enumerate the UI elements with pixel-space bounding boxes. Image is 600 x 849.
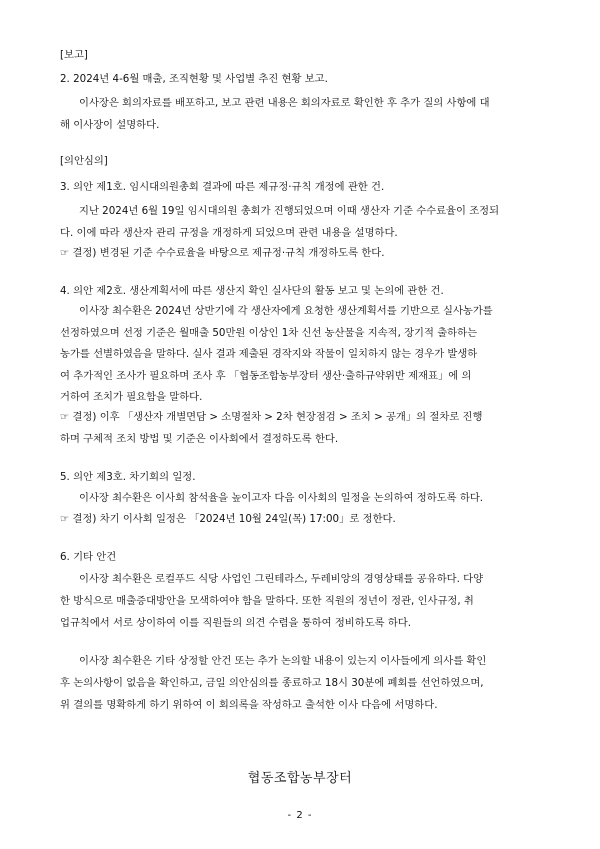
- closing-line-2: 후 논의사항이 없음을 확인하고, 금일 의안심의를 종료하고 18시 30분에 폐회를 선언하였으며,: [60, 677, 484, 689]
- item5-decision: ☞ 결정) 차기 이사회 일정은 「2024년 10월 24일(목) 17:00」로 정한다.: [60, 513, 396, 525]
- item6-body-line-1: 이사장 최수환은 로컬푸드 식당 사업인 그린테라스, 두레비앙의 경영상태를 공유하다. 다양: [79, 573, 484, 585]
- item3-title: 3. 의안 제1호. 임시대의원총회 결과에 따른 제규정·규칙 개정에 관한 건.: [60, 181, 385, 193]
- item5-title: 5. 의안 제3호. 차기회의 일정.: [60, 471, 196, 483]
- item4-body-line-2: 선정하였으며 선정 기준은 월매출 50만원 이상인 1차 신선 농산물을 지속적, 장기적 출하하는: [60, 327, 478, 339]
- item4-decision-line-1: ☞ 결정) 이후 「생산자 개별면담 > 소명절차 > 2차 현장점검 > 조치 > 공개」의 절차로 진행: [60, 411, 483, 423]
- item3-body-line-1: 지난 2024년 6월 19일 임시대의원 총회가 진행되었으며 이때 생산자 기준 수수료율이 조정되: [79, 205, 500, 217]
- item4-body-line-3: 농가를 선별하였음을 말하다. 실사 결과 제출된 경작지와 작물이 일치하지 않는 경우가 발생하: [60, 348, 478, 360]
- page-number: - 2 -: [287, 810, 313, 821]
- item4-body-line-4: 여 추가적인 조사가 필요하며 조사 후 「협동조합농부장터 생산·출하규약위반 제재표」에 의: [60, 370, 472, 382]
- item3-decision: ☞ 결정) 변경된 기준 수수료율을 바탕으로 제규정·규칙 개정하도록 한다.: [60, 247, 385, 259]
- item4-decision-line-2: 하며 구체적 조치 방법 및 기준은 이사회에서 결정하도록 한다.: [60, 433, 339, 445]
- item5-body-line-1: 이사장 최수환은 이사회 참석율을 높이고자 다음 이사회의 일정을 논의하여 정하도록 하다.: [79, 492, 484, 504]
- closing-line-3: 위 결의를 명확하게 하기 위하여 이 회의록을 작성하고 출석한 이사 다음에 서명하다.: [60, 699, 438, 711]
- item2-title: 2. 2024년 4-6월 매출, 조직현황 및 사업별 추진 현황 보고.: [60, 73, 328, 85]
- item4-body-line-5: 거하여 조치가 필요함을 말하다.: [60, 391, 203, 403]
- organization-name: 협동조합농부장터: [247, 771, 353, 786]
- item6-body-line-2: 한 방식으로 매출증대방안을 모색하여야 함을 말하다. 또한 직원의 정년이 정관, 인사규정, 취: [60, 595, 474, 607]
- item3-body-line-2: 다. 이에 따라 생산자 관리 규정을 개정하게 되었으며 관련 내용을 설명하다.: [60, 227, 398, 239]
- item6-body-line-3: 업규칙에서 서로 상이하여 이를 직원들의 의견 수렴을 통하여 정비하도록 하다.: [60, 617, 412, 629]
- agenda-header: [의안심의]: [60, 155, 108, 167]
- item4-body-line-1: 이사장 최수환은 2024년 상반기에 각 생산자에게 요청한 생산계획서를 기반으로 실사농가를: [79, 305, 493, 317]
- item4-title: 4. 의안 제2호. 생산계획서에 따른 생산지 확인 실사단의 활동 보고 및 논의에 관한 건.: [60, 285, 444, 297]
- report-header: [보고]: [60, 49, 88, 61]
- item6-title: 6. 기타 안건: [60, 551, 117, 563]
- item2-body-line-1: 이사장은 회의자료를 배포하고, 보고 관련 내용은 회의자료로 확인한 후 추가 질의 사항에 대: [79, 97, 490, 109]
- item2-body-line-2: 해 이사장이 설명하다.: [60, 119, 160, 131]
- closing-line-1: 이사장 최수환은 기타 상정할 안건 또는 추가 논의할 내용이 있는지 이사들에게 의사를 확인: [79, 655, 487, 667]
